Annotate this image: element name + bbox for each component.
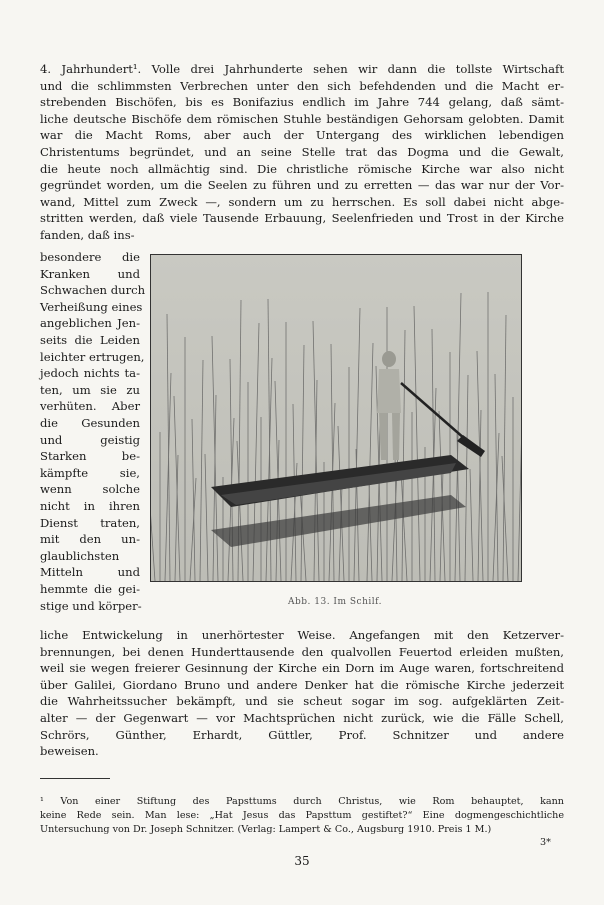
text-line: Schrörs, Günther, Erhardt, Güttler, Prof. Schnitzer und andere: [40, 727, 564, 742]
footnote-line: keine Rede sein. Man lese: „Hat Jesus das Papsttum gestiftet?“ Eine dogmengeschichtliche: [40, 810, 564, 821]
side-text-line: stige und körper-: [40, 598, 142, 613]
text-line: weil sie wegen freierer Gesinnung der Kirche ein Dorn im Auge waren, fortschreitend: [40, 661, 564, 676]
side-text-line: ten, um sie zu: [40, 382, 140, 397]
side-text-line: Starken be-: [40, 449, 140, 464]
footnote-line: ¹ Von einer Stiftung des Papsttums durch Christus, wie Rom behauptet, kann: [40, 796, 564, 807]
side-text-line: Schwachen durch: [40, 283, 146, 298]
side-text-line: angeblichen Jen-: [40, 316, 140, 331]
side-text-line: jedoch nichts ta-: [40, 366, 140, 381]
body-text-line: und die schlimmsten Verbrechen unter den sich befehdenden und die Macht er-: [40, 78, 564, 93]
side-text-line: Mitteln und: [40, 565, 140, 580]
text-line: liche Entwickelung in unerhörtester Weise. Angefangen mit den Ketzerver-: [40, 628, 564, 642]
text-line: alter — der Gegenwart — vor Machtsprüchen nicht zurück, wie die Fälle Schell,: [40, 711, 564, 725]
side-text-line: verhüten. Aber: [40, 399, 140, 414]
footnote-line: Untersuchung von Dr. Joseph Schnitzer. (Verlag: Lampert & Co., Augsburg 1910. Preis 1 M.): [40, 824, 492, 835]
side-text-line: glaublichsten: [40, 548, 120, 563]
body-text-line: 4. Jahrhundert¹. Volle drei Jahrhunderte sehen wir dann die tollste Wirtschaft: [40, 62, 564, 76]
text-line: beweisen.: [40, 744, 99, 759]
body-text-line: Christentums begründet, und an seine Stelle trat das Dogma und die Gewalt,: [40, 145, 564, 159]
footnote-rule: [40, 778, 110, 779]
text-line: die Wahrheitssucher bekämpft, und sie scheut sogar im sog. aufgeklärten Zeit-: [40, 694, 564, 709]
text-line: über Galilei, Giordano Bruno und andere Denker hat die römische Kirche jederzeit: [40, 677, 564, 692]
side-text-line: Dienst traten,: [40, 515, 140, 530]
photo-man-in-canoe: [151, 255, 521, 581]
body-text-line: fanden, daß ins-: [40, 228, 135, 242]
side-text-line: seits die Leiden: [40, 333, 140, 347]
body-text-line: strebenden Bischöfen, bis es Bonifazius endlich im Jahre 744 gelang, daß sämt-: [40, 95, 564, 110]
side-text-line: kämpfte sie,: [40, 465, 140, 480]
body-text-line: die heute noch allmächtig sind. Die christliche römische Kirche war also nicht: [40, 161, 564, 176]
side-text-line: Kranken und: [40, 266, 140, 281]
text-line: brennungen, bei denen Hunderttausende den qualvollen Feuertod erleiden mußten,: [40, 644, 564, 659]
side-text-line: hemmte die gei-: [40, 582, 140, 596]
signature-mark: 3*: [540, 837, 551, 848]
side-text-line: Verheißung eines: [40, 299, 143, 314]
side-text-line: und geistig: [40, 432, 140, 447]
side-text-line: wenn solche: [40, 482, 140, 497]
photo-figure: [150, 254, 522, 582]
body-text-line: liche deutsche Bischöfe dem römischen Stuhle beständigen Gehorsam gelobten. Damit: [40, 111, 564, 126]
side-text-line: die Gesunden: [40, 416, 140, 430]
page-number: 35: [294, 854, 310, 868]
side-text-line: besondere die: [40, 250, 140, 264]
body-text-line: wand, Mittel zum Zweck —, sondern um zu herrschen. Es soll dabei nicht abge-: [40, 194, 564, 209]
side-text-line: nicht in ihren: [40, 499, 140, 513]
body-text-line: gegründet worden, um die Seelen zu führen und zu erretten — das war nur der Vor-: [40, 178, 564, 193]
body-text-line: stritten werden, daß viele Tausende Erbauung, Seelenfrieden und Trost in der Kirche: [40, 211, 564, 226]
side-text-line: mit den un-: [40, 532, 140, 547]
figure-caption: Abb. 13. Im Schilf.: [288, 597, 382, 607]
body-text-line: war die Macht Roms, aber auch der Untergang des wirklichen lebendigen: [40, 128, 564, 143]
side-text-line: leichter ertrugen,: [40, 349, 145, 364]
